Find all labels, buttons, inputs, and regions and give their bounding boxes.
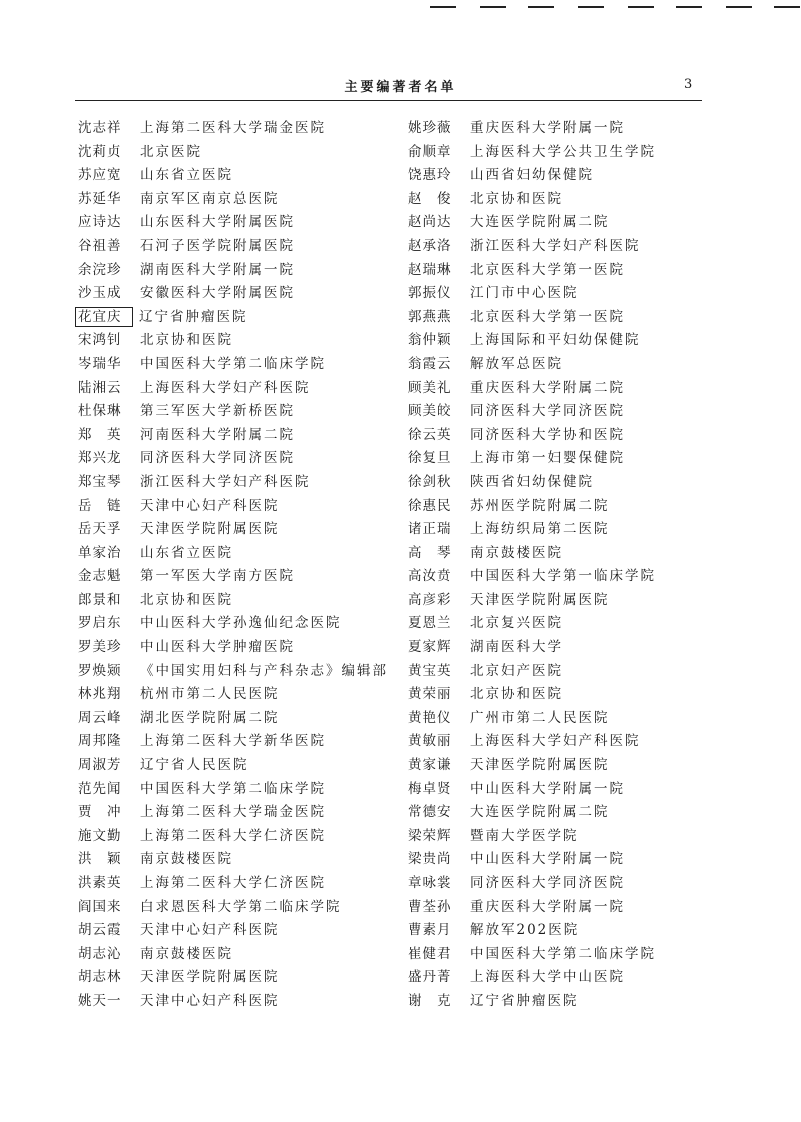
list-item <box>408 920 656 944</box>
author-name: 赵尚达 <box>408 214 452 231</box>
author-name: 赵承洛 <box>408 237 452 254</box>
author-institution: 辽宁省人民医院 <box>140 757 249 774</box>
list-item <box>78 873 388 897</box>
author-name: 梅卓贤 <box>408 780 452 797</box>
list-item <box>78 543 388 567</box>
header-rule <box>75 100 702 101</box>
author-institution: 天津中心妇产科医院 <box>140 992 280 1009</box>
author-name: 沙玉成 <box>78 285 122 302</box>
author-name: 郑 英 <box>78 426 122 443</box>
list-item <box>78 401 388 425</box>
author-institution: 天津医学院附属医院 <box>140 969 280 986</box>
author-institution: 上海第二医科大学瑞金医院 <box>140 120 326 136</box>
author-institution: 湖南医科大学 <box>470 639 563 656</box>
list-item <box>78 118 388 142</box>
author-name: 胡志林 <box>78 969 122 986</box>
author-name: 胡志沁 <box>78 945 122 962</box>
list-item <box>408 944 656 968</box>
list-item <box>408 802 656 826</box>
author-name: 花宜庆 <box>75 307 133 327</box>
author-name: 岳 链 <box>78 497 122 514</box>
author-institution: 中国医科大学第二临床学院 <box>140 780 326 797</box>
author-name: 盛丹菁 <box>408 969 452 986</box>
author-institution: 上海纺织局第二医院 <box>470 521 610 538</box>
author-name: 高 琴 <box>408 544 452 561</box>
author-institution: 湖南医科大学附属一院 <box>140 261 295 278</box>
author-name: 梁贵尚 <box>408 851 452 868</box>
list-item <box>408 519 656 543</box>
list-item <box>408 731 656 755</box>
author-institution: 上海国际和平妇幼保健院 <box>470 332 641 349</box>
list-item <box>408 496 656 520</box>
author-name: 周云峰 <box>78 709 122 726</box>
author-institution: 大连医学院附属二院 <box>470 214 610 231</box>
author-name: 洪 颖 <box>78 851 122 868</box>
list-item <box>408 189 656 213</box>
author-name: 周邦隆 <box>78 733 122 750</box>
list-item <box>78 920 388 944</box>
author-institution: 北京医科大学第一医院 <box>470 308 625 325</box>
author-institution: 苏州医学院附属二院 <box>470 497 610 514</box>
author-institution: 天津医学院附属医院 <box>140 521 280 538</box>
list-item <box>408 613 656 637</box>
author-name: 罗启东 <box>78 615 122 632</box>
author-name: 罗美珍 <box>78 639 122 656</box>
author-institution: 中山医科大学孙逸仙纪念医院 <box>140 615 342 632</box>
right-column-list <box>408 118 656 1015</box>
page-number: 3 <box>684 77 693 92</box>
author-institution: 解放军202医院 <box>470 922 580 939</box>
list-item <box>408 897 656 921</box>
author-name: 黄宝英 <box>408 662 452 679</box>
list-item <box>78 283 388 307</box>
list-item <box>78 189 388 213</box>
list-item <box>408 967 656 991</box>
author-institution: 同济医科大学同济医院 <box>140 450 295 467</box>
author-name: 姚珍薇 <box>408 120 452 136</box>
list-item <box>78 165 388 189</box>
edge-dash <box>774 6 800 8</box>
list-item <box>408 448 656 472</box>
author-institution: 上海第二医科大学瑞金医院 <box>140 804 326 821</box>
list-item <box>78 731 388 755</box>
author-institution: 北京协和医院 <box>140 591 233 608</box>
author-institution: 第一军医大学南方医院 <box>140 568 295 585</box>
author-name: 郑兴龙 <box>78 450 122 467</box>
author-name: 郭燕燕 <box>408 308 452 325</box>
author-institution: 湖北医学院附属二院 <box>140 709 280 726</box>
author-institution: 上海第二医科大学仁济医院 <box>140 875 326 891</box>
list-item <box>408 991 656 1015</box>
author-name: 曹素月 <box>408 922 452 939</box>
list-item <box>408 708 656 732</box>
author-name: 高彦彩 <box>408 591 452 608</box>
list-item <box>78 637 388 661</box>
author-institution: 上海医科大学妇产科医院 <box>470 733 641 750</box>
author-name: 周淑芳 <box>78 757 122 774</box>
list-item <box>408 684 656 708</box>
list-item <box>408 873 656 897</box>
list-item <box>408 849 656 873</box>
list-item <box>78 496 388 520</box>
author-institution: 解放军总医院 <box>470 355 563 372</box>
author-institution: 中山医科大学肿瘤医院 <box>140 639 295 656</box>
author-name: 徐云英 <box>408 426 452 443</box>
author-name: 梁荣辉 <box>408 827 452 844</box>
list-item <box>408 590 656 614</box>
author-institution: 重庆医科大学附属二院 <box>470 379 625 396</box>
author-institution: 天津中心妇产科医院 <box>140 497 280 514</box>
list-item <box>408 307 656 331</box>
author-name: 沈志祥 <box>78 120 122 136</box>
author-name: 单家治 <box>78 544 122 561</box>
author-institution: 北京协和医院 <box>470 190 563 207</box>
author-name: 胡云霞 <box>78 922 122 939</box>
list-item <box>408 330 656 354</box>
author-institution: 山西省妇幼保健院 <box>470 167 594 184</box>
list-item <box>408 118 656 142</box>
author-name: 徐复旦 <box>408 450 452 467</box>
author-name: 诸正瑞 <box>408 521 452 538</box>
author-name: 翁仲颖 <box>408 332 452 349</box>
list-item <box>78 967 388 991</box>
list-item <box>408 425 656 449</box>
author-institution: 上海医科大学中山医院 <box>470 969 625 986</box>
author-institution: 安徽医科大学附属医院 <box>140 285 295 302</box>
author-institution: 北京医科大学第一医院 <box>470 261 625 278</box>
author-institution: 杭州市第二人民医院 <box>140 686 280 703</box>
author-institution: 辽宁省肿瘤医院 <box>139 308 248 325</box>
author-name: 顾美皎 <box>408 403 452 420</box>
author-institution: 北京医院 <box>140 143 202 160</box>
author-institution: 上海医科大学公共卫生学院 <box>470 143 656 160</box>
author-name: 姚天一 <box>78 992 122 1009</box>
author-institution: 辽宁省肿瘤医院 <box>470 992 579 1009</box>
author-institution: 白求恩医科大学第二临床学院 <box>140 898 342 915</box>
list-item <box>78 425 388 449</box>
list-item <box>408 779 656 803</box>
author-name: 黄艳仪 <box>408 709 452 726</box>
list-item <box>408 354 656 378</box>
author-institution: 天津医学院附属医院 <box>470 757 610 774</box>
author-name: 曹荃孙 <box>408 898 452 915</box>
author-name: 范先闻 <box>78 780 122 797</box>
author-institution: 暨南大学医学院 <box>470 827 579 844</box>
author-institution: 天津中心妇产科医院 <box>140 922 280 939</box>
list-item <box>78 566 388 590</box>
author-institution: 天津医学院附属医院 <box>470 591 610 608</box>
list-item <box>78 826 388 850</box>
author-institution: 第三军医大学新桥医院 <box>140 403 295 420</box>
author-name: 杜保琳 <box>78 403 122 420</box>
author-name: 沈莉贞 <box>78 143 122 160</box>
list-item <box>408 566 656 590</box>
author-name: 应诗达 <box>78 214 122 231</box>
author-name: 赵瑞琳 <box>408 261 452 278</box>
list-item <box>408 661 656 685</box>
author-name: 崔健君 <box>408 945 452 962</box>
author-institution: 同济医科大学协和医院 <box>470 426 625 443</box>
author-name: 谷祖善 <box>78 237 122 254</box>
author-institution: 重庆医科大学附属一院 <box>470 898 625 915</box>
author-name: 罗焕颎 <box>78 662 122 679</box>
edge-dash <box>528 6 554 8</box>
author-name: 金志魁 <box>78 568 122 585</box>
edge-dash <box>628 6 654 8</box>
author-name: 阎国来 <box>78 898 122 915</box>
author-institution: 南京鼓楼医院 <box>140 851 233 868</box>
list-item <box>78 613 388 637</box>
edge-dash <box>726 6 752 8</box>
author-institution: 中国医科大学第二临床学院 <box>140 355 326 372</box>
author-institution: 上海第二医科大学新华医院 <box>140 733 326 750</box>
author-name: 苏延华 <box>78 190 122 207</box>
author-name: 林兆翔 <box>78 686 122 703</box>
author-name: 章咏裳 <box>408 875 452 891</box>
author-name: 贾 冲 <box>78 804 122 821</box>
list-item <box>78 755 388 779</box>
author-name: 顾美礼 <box>408 379 452 396</box>
list-item <box>78 779 388 803</box>
list-item <box>408 472 656 496</box>
author-name: 夏恩兰 <box>408 615 452 632</box>
list-item <box>78 330 388 354</box>
list-item <box>78 684 388 708</box>
list-item <box>78 236 388 260</box>
left-column-list <box>78 118 388 1015</box>
author-institution: 中国医科大学第二临床学院 <box>470 945 656 962</box>
list-item <box>78 661 388 685</box>
list-item <box>408 165 656 189</box>
author-institution: 上海市第一妇婴保健院 <box>470 450 625 467</box>
author-institution: 陕西省妇幼保健院 <box>470 473 594 490</box>
list-item <box>408 401 656 425</box>
author-institution: 同济医科大学同济医院 <box>470 403 625 420</box>
list-item <box>78 944 388 968</box>
author-institution: 上海医科大学妇产科医院 <box>140 379 311 396</box>
author-institution: 北京妇产医院 <box>470 662 563 679</box>
author-name: 郑宝琴 <box>78 473 122 490</box>
list-item <box>78 142 388 166</box>
author-institution: 山东省立医院 <box>140 544 233 561</box>
list-item <box>78 307 388 331</box>
page-title: 主要编著者名单 <box>344 80 457 95</box>
author-institution: 山东医科大学附属医院 <box>140 214 295 231</box>
author-institution: 上海第二医科大学仁济医院 <box>140 827 326 844</box>
author-name: 洪素英 <box>78 875 122 891</box>
list-item <box>78 991 388 1015</box>
list-item <box>78 212 388 236</box>
author-name: 余浣珍 <box>78 261 122 278</box>
list-item <box>78 590 388 614</box>
author-institution: 重庆医科大学附属一院 <box>470 120 625 136</box>
list-item <box>408 260 656 284</box>
list-item <box>408 142 656 166</box>
author-name: 徐剑秋 <box>408 473 452 490</box>
author-name: 赵 俊 <box>408 190 452 207</box>
author-name: 岳天孚 <box>78 521 122 538</box>
author-institution: 南京鼓楼医院 <box>140 945 233 962</box>
author-name: 宋鸿钊 <box>78 332 122 349</box>
author-institution: 河南医科大学附属二院 <box>140 426 295 443</box>
author-institution: 《中国实用妇科与产科杂志》编辑部 <box>140 662 388 679</box>
author-institution: 北京协和医院 <box>140 332 233 349</box>
list-item <box>78 519 388 543</box>
author-name: 黄荣丽 <box>408 686 452 703</box>
author-name: 常德安 <box>408 804 452 821</box>
list-item <box>408 212 656 236</box>
list-item <box>78 354 388 378</box>
author-institution: 广州市第二人民医院 <box>470 709 610 726</box>
author-institution: 浙江医科大学妇产科医院 <box>470 237 641 254</box>
author-name: 施文勤 <box>78 827 122 844</box>
author-institution: 石河子医学院附属医院 <box>140 237 295 254</box>
author-name: 翁霞云 <box>408 355 452 372</box>
author-institution: 中山医科大学附属一院 <box>470 780 625 797</box>
list-item <box>78 849 388 873</box>
author-institution: 江门市中心医院 <box>470 285 579 302</box>
author-name: 黄家谦 <box>408 757 452 774</box>
author-name: 饶惠玲 <box>408 167 452 184</box>
author-institution: 南京鼓楼医院 <box>470 544 563 561</box>
list-item <box>78 708 388 732</box>
author-name: 郭振仪 <box>408 285 452 302</box>
list-item <box>78 260 388 284</box>
author-institution: 南京军区南京总医院 <box>140 190 280 207</box>
author-institution: 山东省立医院 <box>140 167 233 184</box>
author-name: 俞顺章 <box>408 143 452 160</box>
list-item <box>78 448 388 472</box>
author-name: 高汝贲 <box>408 568 452 585</box>
list-item <box>408 378 656 402</box>
author-institution: 北京复兴医院 <box>470 615 563 632</box>
edge-dash <box>578 6 604 8</box>
edge-dash <box>480 6 506 8</box>
list-item <box>408 755 656 779</box>
author-name: 苏应宽 <box>78 167 122 184</box>
author-institution: 浙江医科大学妇产科医院 <box>140 473 311 490</box>
list-item <box>408 283 656 307</box>
author-institution: 中山医科大学附属一院 <box>470 851 625 868</box>
list-item <box>408 543 656 567</box>
list-item <box>78 378 388 402</box>
author-institution: 大连医学院附属二院 <box>470 804 610 821</box>
edge-dash <box>676 6 702 8</box>
author-institution: 同济医科大学同济医院 <box>470 875 625 891</box>
author-institution: 中国医科大学第一临床学院 <box>470 568 656 585</box>
author-name: 谢 克 <box>408 992 452 1009</box>
author-name: 夏家辉 <box>408 639 452 656</box>
author-institution: 北京协和医院 <box>470 686 563 703</box>
author-name: 徐惠民 <box>408 497 452 514</box>
edge-dash <box>430 6 456 8</box>
author-name: 郎景和 <box>78 591 122 608</box>
list-item <box>78 802 388 826</box>
list-item <box>408 236 656 260</box>
author-name: 陆湘云 <box>78 379 122 396</box>
author-name: 岑瑞华 <box>78 355 122 372</box>
list-item <box>78 472 388 496</box>
author-name: 黄敏丽 <box>408 733 452 750</box>
list-item <box>408 637 656 661</box>
list-item <box>408 826 656 850</box>
list-item <box>78 897 388 921</box>
